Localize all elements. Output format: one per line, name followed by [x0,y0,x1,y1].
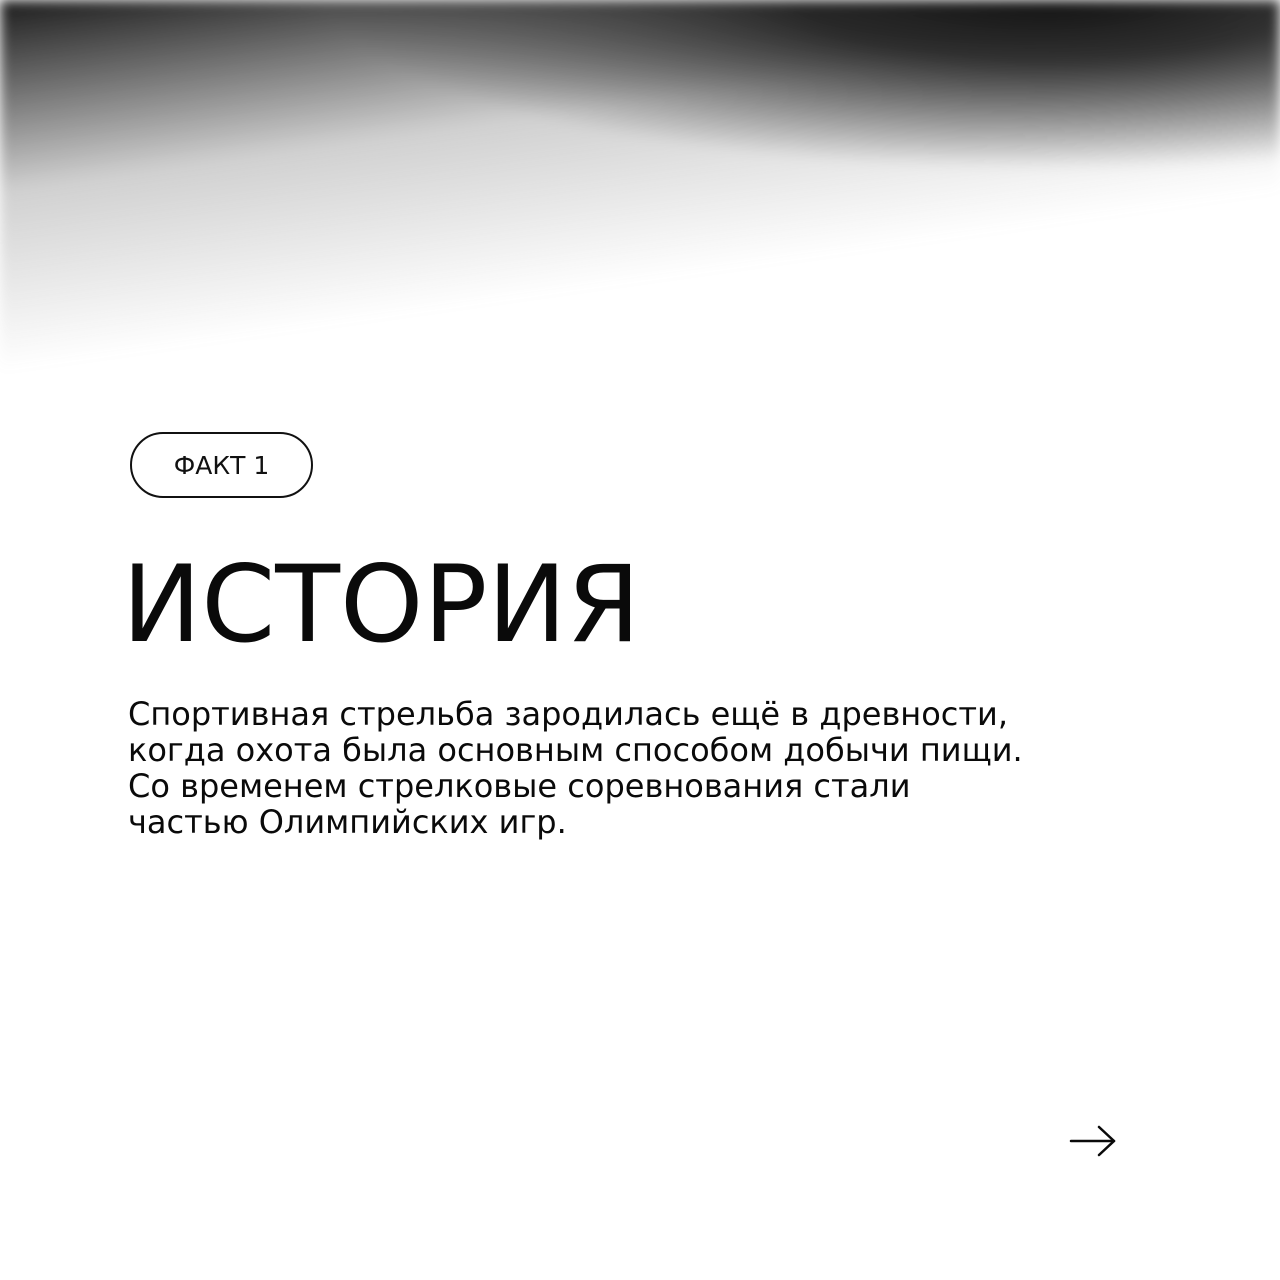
top-gradient-shade [0,0,1280,420]
description-line: когда охота была основным способом добычи пищи. [128,731,1023,769]
fact-description [128,696,1148,840]
fact-badge [130,432,313,498]
next-slide-button[interactable] [1068,1122,1118,1160]
description-line: Со временем стрелковые соревнования стали [128,767,911,805]
fact-badge-label: ФАКТ 1 [173,450,270,480]
slide-title: ИСТОРИЯ [122,543,641,666]
description-line: Спортивная стрельба зародилась ещё в древности, [128,695,1008,733]
description-line: частью Олимпийских игр. [128,803,567,841]
arrow-right-icon [1068,1122,1118,1160]
